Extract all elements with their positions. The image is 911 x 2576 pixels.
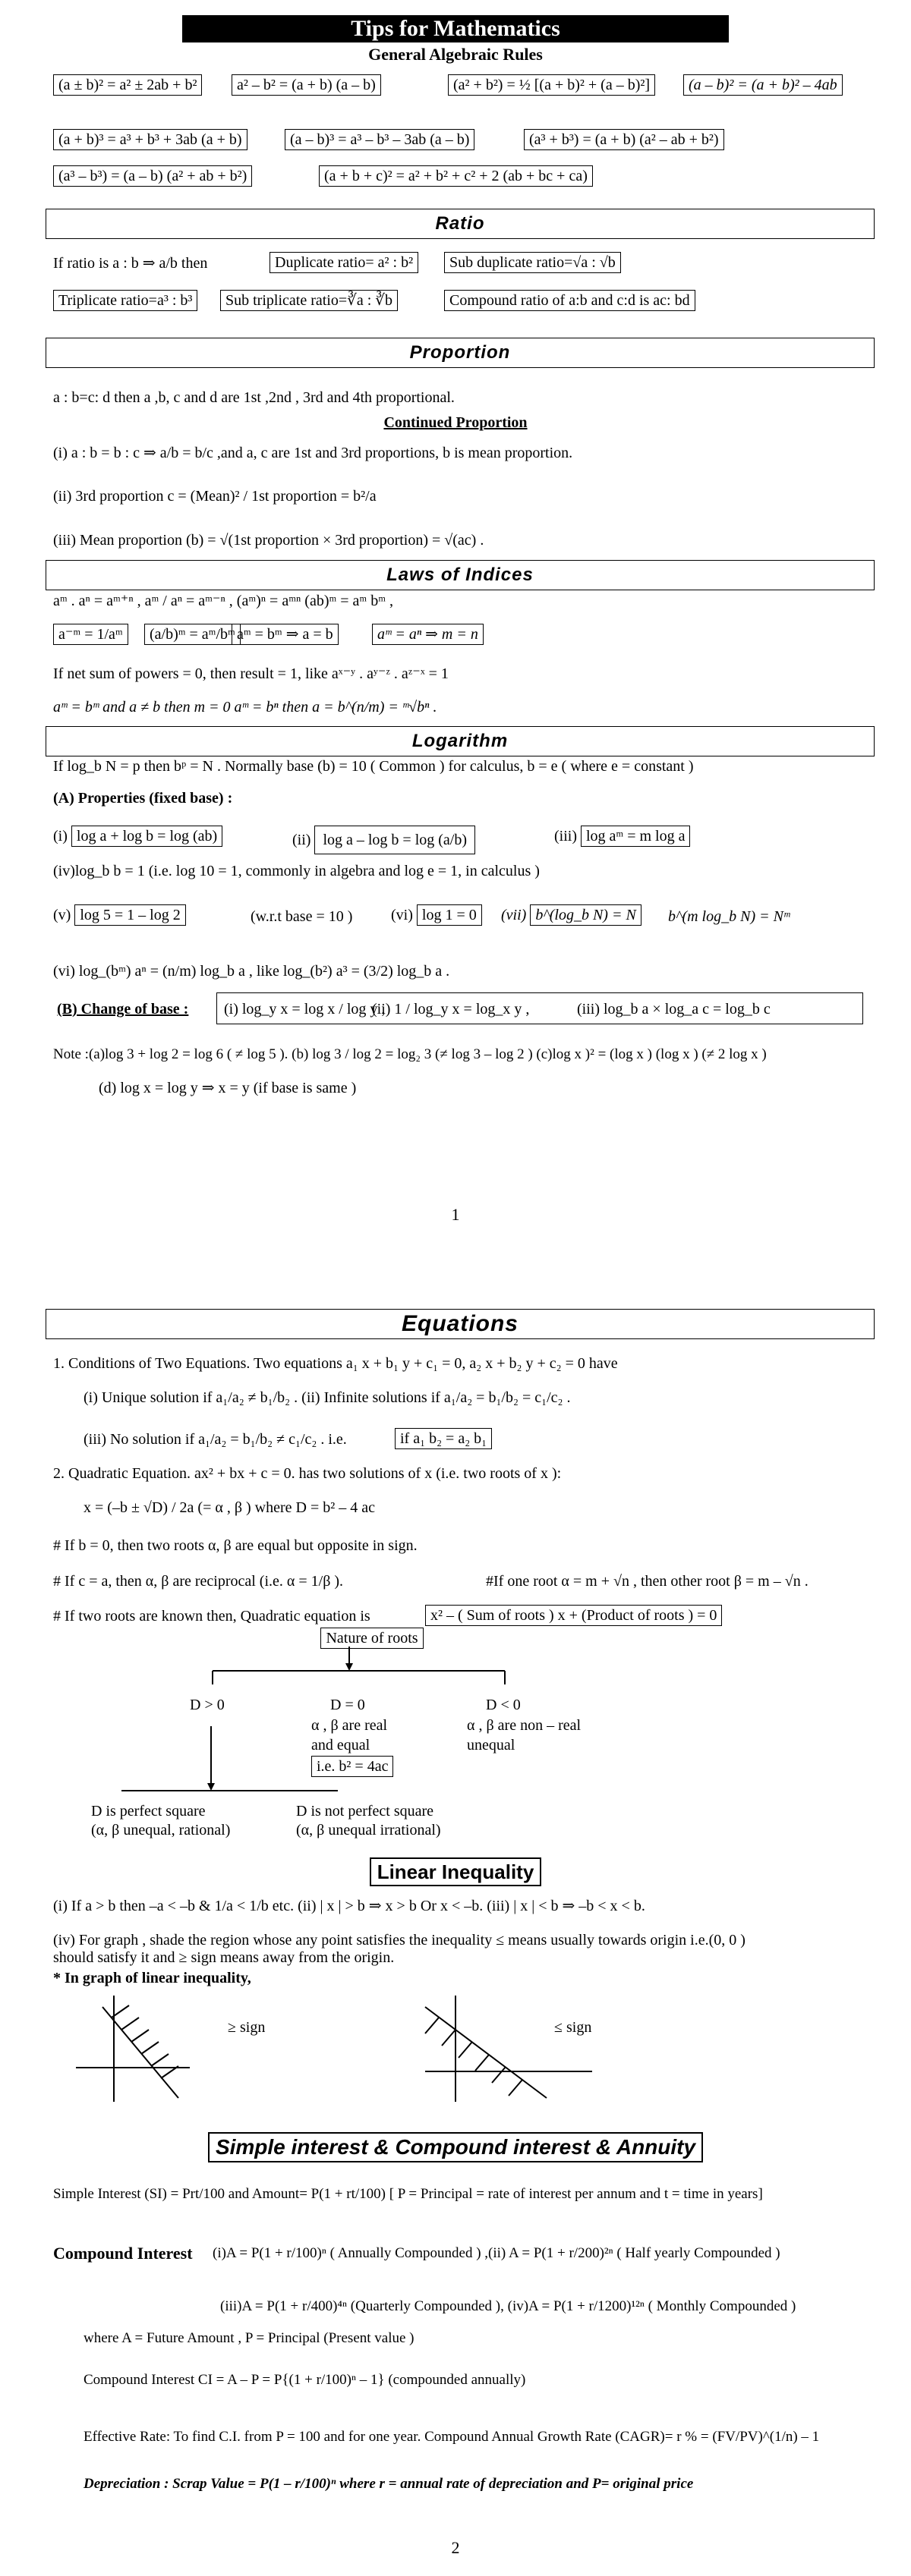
text-line: (w.r.t base = 10 ) [251, 908, 353, 925]
section-heading-equations: Equations [46, 1309, 875, 1339]
text-line: x = (–b ± √D) / 2a (= α , β ) where D = b² – 4 ac [84, 1499, 376, 1516]
text-line: where A = Future Amount , P = Principal (Present value ) [84, 2330, 415, 2346]
text-line: aᵐ . aⁿ = aᵐ⁺ⁿ , aᵐ / aⁿ = aᵐ⁻ⁿ , (aᵐ)ⁿ = aᵐⁿ (ab)ᵐ = aᵐ bᵐ , [53, 593, 393, 609]
formula-box: (a³ + b³) = (a + b) (a² – ab + b²) [524, 129, 724, 150]
formula-box: b^(log_b N) = N [530, 904, 641, 926]
tree-node: D = 0 [330, 1697, 365, 1713]
section-heading-indices: Laws of Indices [46, 560, 875, 590]
text-line: # If b = 0, then two roots α, β are equal but opposite in sign. [53, 1537, 418, 1554]
text-line: 1. Conditions of Two Equations. Two equations a₁ x + b₁ y + c₁ = 0, a₂ x + b₂ y + c₂ = 0 have [53, 1355, 618, 1372]
text-line: # If c = a, then α, β are reciprocal (i.e. α = 1/β ). [53, 1573, 344, 1590]
text-line: Simple Interest (SI) = Prt/100 and Amount= P(1 + rt/100) [ P = Principal = rate of interest per annum and t = time in years] [53, 2186, 763, 2202]
text-line: (i) log_y x = log x / log y , [224, 1001, 386, 1018]
formula-box: (a ± b)² = a² ± 2ab + b² [53, 74, 202, 96]
tree-node: D > 0 [190, 1697, 225, 1713]
formula-box: x² – ( Sum of roots ) x + (Product of roots ) = 0 [425, 1605, 722, 1626]
text-line: a : b=c: d then a ,b, c and d are 1st ,2nd , 3rd and 4th proportional. [53, 389, 455, 406]
tree-text: unequal [467, 1737, 515, 1754]
subheading: (A) Properties (fixed base) : [53, 790, 233, 807]
graph-label: ≥ sign [228, 2019, 266, 2036]
section-subtitle: General Algebraic Rules [368, 45, 543, 64]
formula-box: if a₁ b₂ = a₂ b₁ [395, 1428, 492, 1449]
formula-box: Compound ratio of a:b and c:d is ac: bd [444, 290, 695, 311]
tree-text: α , β are real [311, 1717, 388, 1734]
text-line: b^(m log_b N) = Nᵐ [668, 908, 790, 925]
text-line: Effective Rate: To find C.I. from P = 100 and for one year. Compound Annual Growth Rate (CAGR)= r % = (FV/PV)^(1/n) – 1 [84, 2429, 820, 2445]
text-line: (iii) No solution if a₁/a₂ = b₁/b₂ ≠ c₁/c₂ . i.e. [84, 1431, 347, 1448]
text-line: Compound Interest CI = A – P = P{(1 + r/100)ⁿ – 1} (compounded annually) [84, 2372, 526, 2388]
page-number: 1 [451, 1205, 460, 1224]
text-line: (ii) 3rd proportion c = (Mean)² / 1st proportion = b²/a [53, 488, 377, 505]
section-heading-interest: Simple interest & Compound interest & Annuity [208, 2132, 703, 2162]
text-line: (i) Unique solution if a₁/a₂ ≠ b₁/b₂ . (ii) Infinite solutions if a₁/a₂ = b₁/b₂ = c₁/c₂ . [84, 1389, 571, 1406]
tree-text: (α, β unequal irrational) [296, 1822, 441, 1838]
text-line: # If two roots are known then, Quadratic equation is [53, 1608, 370, 1625]
subheading: Compound Interest [53, 2244, 193, 2263]
formula-box: aᵐ = bᵐ ⇒ a = b [232, 624, 339, 645]
text-line: (iii) Mean proportion (b) = √(1st proportion × 3rd proportion) = √(ac) . [53, 532, 484, 549]
section-heading-inequality: Linear Inequality [370, 1857, 542, 1886]
formula-box: (a + b)³ = a³ + b³ + 3ab (a + b) [53, 129, 247, 150]
formula-box: (a³ – b³) = (a – b) (a² + ab + b²) [53, 165, 252, 187]
formula-box: Sub triplicate ratio=∛a : ∛b [220, 290, 398, 311]
formula-box: (a – b)³ = a³ – b³ – 3ab (a – b) [285, 129, 474, 150]
formula-box: Sub duplicate ratio=√a : √b [444, 252, 621, 273]
formula-box: i.e. b² = 4ac [311, 1756, 393, 1777]
note-line: Note :(a)log 3 + log 2 = log 6 ( ≠ log 5 ). (b) log 3 / log 2 = log₂ 3 (≠ log 3 – log 2 ) (c)log x )² = (log x ) (log x ) (≠ 2 log x ) [53, 1046, 767, 1062]
formula-box: (a/b)ᵐ = aᵐ/bᵐ [144, 624, 241, 645]
ratio-lead: If ratio is a : b ⇒ a/b then [53, 255, 208, 272]
text-line: #If one root α = m + √n , then other root β = m – √n . [486, 1573, 809, 1590]
tree-text: D is not perfect square [296, 1803, 434, 1820]
text-line: (iv) For graph , shade the region whose any point satisfies the inequality ≤ means usually towards origin i.e.(0, 0 ) [53, 1932, 746, 1949]
page-title: Tips for Mathematics [182, 15, 729, 42]
tree-text: and equal [311, 1737, 370, 1754]
tree-text: D is perfect square [91, 1803, 206, 1820]
text-line: should satisfy it and ≥ sign means away from the origin. [53, 1949, 395, 1966]
text-line: (iii)A = P(1 + r/400)⁴ⁿ (Quarterly Compounded ), (iv)A = P(1 + r/1200)¹²ⁿ ( Monthly Compounded ) [220, 2298, 796, 2314]
formula-box: aᵐ = aⁿ ⇒ m = n [372, 624, 484, 645]
formula-box: Duplicate ratio= a² : b² [270, 252, 418, 273]
formula-box: a² – b² = (a + b) (a – b) [232, 74, 381, 96]
text-line: * In graph of linear inequality, [53, 1970, 251, 1986]
nature-of-roots-tree [0, 1647, 911, 1798]
tree-root: Nature of roots [320, 1628, 423, 1649]
formula-box: a⁻ᵐ = 1/aᵐ [53, 624, 128, 645]
graph-label: ≤ sign [554, 2019, 592, 2036]
formula-box: log 1 = 0 [417, 904, 482, 926]
text-line: (d) log x = log y ⇒ x = y (if base is same ) [99, 1080, 357, 1096]
section-heading-proportion: Proportion [46, 338, 875, 368]
formula-box: (a – b)² = (a + b)² – 4ab [683, 74, 843, 96]
text-line: (ii) 1 / log_y x = log_x y , [372, 1001, 530, 1018]
formula-box: (a² + b²) = ½ [(a + b)² + (a – b)²] [448, 74, 655, 96]
section-heading-ratio: Ratio [46, 209, 875, 239]
text-line: aᵐ = bᵐ and a ≠ b then m = 0 aᵐ = bⁿ then a = b^(n/m) = ᵐ√bⁿ . [53, 699, 437, 716]
page-number: 2 [451, 2538, 460, 2557]
subheading: Continued Proportion [383, 414, 528, 431]
tree-text: (α, β unequal, rational) [91, 1822, 231, 1838]
tree-node: D < 0 [486, 1697, 521, 1713]
tree-text: α , β are non – real [467, 1717, 582, 1734]
formula-box: log 5 = 1 – log 2 [74, 904, 185, 926]
text-line: (iii) log_b a × log_a c = log_b c [577, 1001, 771, 1018]
formula-box: Triplicate ratio=a³ : b³ [53, 290, 197, 311]
text-line: (iv)log_b b = 1 (i.e. log 10 = 1, commonly in algebra and log e = 1, in calculus ) [53, 863, 540, 879]
formula-box: log a + log b = log (ab) [71, 826, 222, 847]
inequality-graphs [0, 1992, 911, 2106]
formula-box: log a – log b = log (a/b) [314, 826, 475, 854]
section-heading-logarithm: Logarithm [46, 726, 875, 756]
formula-box: log aᵐ = m log a [581, 826, 690, 847]
text-line: (i)A = P(1 + r/100)ⁿ ( Annually Compounded ) ,(ii) A = P(1 + r/200)²ⁿ ( Half yearly Compounded ) [213, 2245, 780, 2261]
text-line: (i) a : b = b : c ⇒ a/b = b/c ,and a, c are 1st and 3rd proportions, b is mean proportion. [53, 445, 573, 461]
text-line: If log_b N = p then bᵖ = N . Normally base (b) = 10 ( Common ) for calculus, b = e ( where e = constant ) [53, 758, 694, 775]
formula-box: (a + b + c)² = a² + b² + c² + 2 (ab + bc + ca) [319, 165, 593, 187]
text-line: If net sum of powers = 0, then result = 1, like aˣ⁻ʸ . aʸ⁻ᶻ . aᶻ⁻ˣ = 1 [53, 665, 449, 682]
text-line: 2. Quadratic Equation. ax² + bx + c = 0. has two solutions of x (i.e. two roots of x ): [53, 1465, 562, 1482]
text-line: (i) If a > b then –a < –b & 1/a < 1/b etc. (ii) | x | > b ⇒ x > b Or x < –b. (iii) | x | < b ⇒ –b < x < b. [53, 1898, 645, 1914]
subheading: (B) Change of base : [57, 1001, 189, 1018]
text-line: (vi) log_(bᵐ) aⁿ = (n/m) log_b a , like log_(b²) a³ = (3/2) log_b a . [53, 963, 450, 980]
text-line: Depreciation : Scrap Value = P(1 – r/100)ⁿ where r = annual rate of depreciation and P= original price [84, 2476, 694, 2492]
